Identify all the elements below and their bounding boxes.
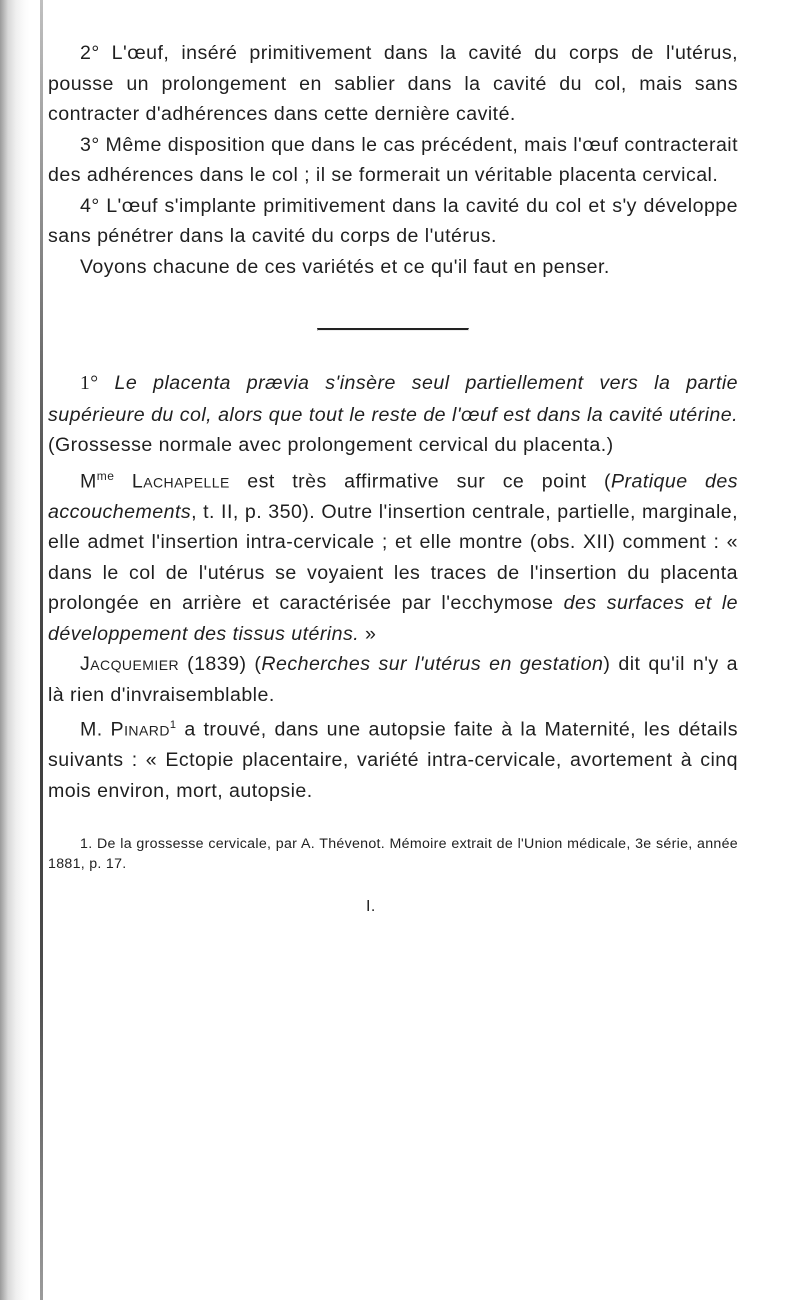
- section-1-heading: [48, 368, 738, 461]
- pinard-prefix: M.: [80, 718, 103, 741]
- footnotes: [48, 834, 738, 874]
- lachapelle-paragraph: [48, 461, 738, 650]
- jacquemier-year: (1839): [187, 653, 247, 676]
- pinard-text: a trouvé, dans une autopsie faite à la Maternité, les détails suivants : « Ectopie placentaire, variété intra-cervicale, avortement à cinq mois environ, mort, autopsie.: [48, 718, 738, 802]
- lachapelle-prefix: M: [80, 470, 97, 493]
- lachapelle-quote-italic: des surfaces et le développement des tissus utérins.: [48, 592, 738, 645]
- conclusion-paragraph: Voyons chacune de ces variétés et ce qu'il faut en penser.: [80, 255, 610, 278]
- pinard-footnote-ref: 1: [169, 719, 177, 732]
- lachapelle-text-b: , t. II, p. 350). Outre l'insertion centrale, partielle, marginale, elle admet l'insertion intra-cervicale ; et elle montre (obs. XII) comment : « dans le col de l'utérus se voyaient les traces de l'insertion du placenta prolongée en arrière et caractérisée par l'ecchymose: [48, 500, 738, 615]
- document-page: [48, 38, 738, 923]
- section-separator: [317, 328, 469, 331]
- lachapelle-quote-close: »: [365, 622, 377, 645]
- lachapelle-work-title: Pratique des accouchements: [48, 470, 738, 523]
- section-1-subtitle: (Grossesse normale avec prolongement cervical du placenta.): [48, 434, 614, 456]
- footnote-1: 1. De la grossesse cervicale, par A. Thévenot. Mémoire extrait de l'Union médicale, 3e série, année 1881, p. 17.: [48, 836, 738, 873]
- lachapelle-sup: me: [96, 468, 115, 483]
- jacquemier-text: dit qu'il n'y a là rien d'invraisemblable.: [48, 653, 738, 706]
- section-1: [48, 368, 738, 806]
- variety-2-paragraph: 2° L'œuf, inséré primitivement dans la cavité du corps de l'utérus, pousse un prolongement en sablier dans la cavité du col, mais sans contracter d'adhérences dans cette dernière cavité.: [48, 42, 738, 125]
- lachapelle-text-a: est très affirmative sur ce point (: [247, 470, 611, 493]
- section-1-number: 1°: [80, 373, 99, 394]
- jacquemier-paragraph: Jacquemier (1839) (Recherches sur l'utérus en gestation) dit qu'il n'y a là rien d'invraisemblable.: [48, 653, 738, 706]
- page-gutter-line: [40, 0, 43, 1300]
- pinard-paragraph: [48, 710, 738, 806]
- variety-4-paragraph: 4° L'œuf s'implante primitivement dans la cavité du col et s'y développe sans pénétrer dans la cavité du corps de l'utérus.: [48, 194, 738, 247]
- page-binding-shadow: [0, 0, 30, 1300]
- jacquemier-work-title: Recherches sur l'utérus en gestation: [261, 653, 604, 676]
- jacquemier-author: Jacquemier: [80, 653, 180, 676]
- section-1-title: Le placenta prævia s'insère seul partiellement vers la partie supérieure du col, alors que tout le reste de l'œuf est dans la cavité utérine.: [48, 372, 738, 426]
- variety-3-paragraph: 3° Même disposition que dans le cas précédent, mais l'œuf contracterait des adhérences dans le col ; il se formerait un véritable placenta cervical.: [48, 133, 738, 186]
- varieties-list: [48, 38, 738, 282]
- lachapelle-author: Lachapelle: [131, 470, 230, 493]
- pinard-author: Pinard: [110, 718, 170, 741]
- signature-mark: I.: [366, 898, 376, 916]
